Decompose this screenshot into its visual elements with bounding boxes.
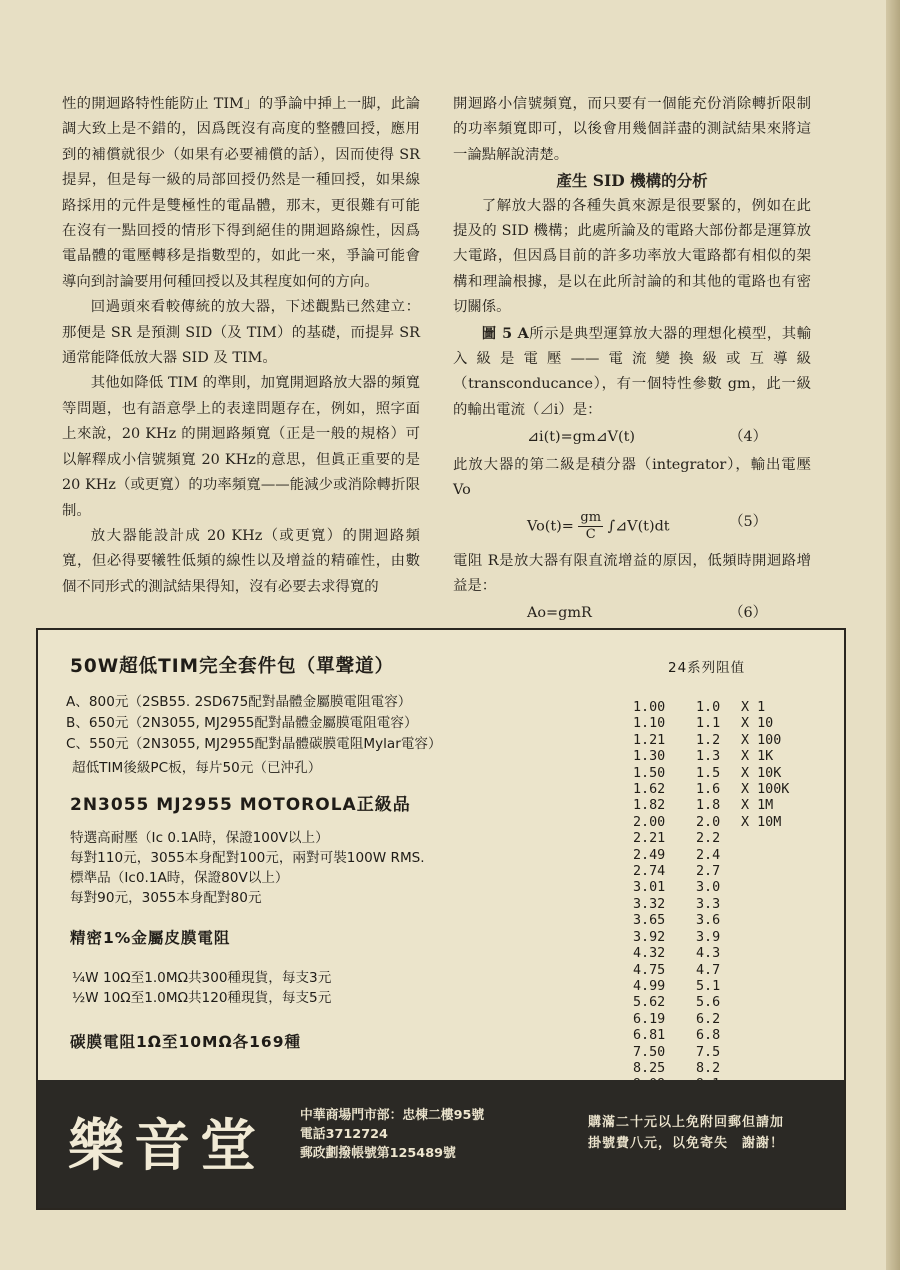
- left-paragraph-1: 性的開迴路特性能防止 TIM」的爭論中挿上一脚，此論調大致上是不錯的，因爲旣沒有高度的整體回授，應用到的補償就很少（如果有必要補償的話），因而使得 SR 提昇，但是每一級的局部回授仍然是一種回授，如果線路採用的元件是雙極性的電晶體，那末，更很難有可能在沒有一點回授的情形下得到絕佳的開迴路線性，因爲電晶體的電壓轉移是指數型的，如此一來，爭論可能會導向到討論要用何種回授以及其程度如何的方向。: [62, 96, 420, 290]
- ad-resistor-heading: 精密1%金屬皮膜電阻: [70, 929, 231, 947]
- right-paragraph-5: 電阻 R是放大器有限直流增益的原因，低頻時開迴路增益是：: [453, 552, 811, 594]
- equation-6: [453, 601, 811, 626]
- equation-4-body: ⊿i(t)=gm⊿V(t): [527, 429, 636, 446]
- ad-kit-a: A、800元（2SB55. 2SD675配對晶體金屬膜電阻電容）: [66, 694, 412, 710]
- series-value: 1.8: [696, 798, 721, 814]
- series-value: 3.6: [696, 913, 721, 929]
- right-paragraph-2: 了解放大器的各種失眞來源是很要緊的，例如在此提及的 SID 機構；此處所論及的電路大部份都是運算放大電路，但因爲目前的許多功率放大電路都有相似的架構和理論根據，是以在此所討論的和其他的電路也有密切關係。: [453, 197, 811, 316]
- left-column: [62, 92, 420, 600]
- series-value: 6.8: [696, 1028, 721, 1044]
- figure-reference: 圖 5 A: [481, 324, 529, 342]
- series-value: 1.30: [633, 749, 666, 765]
- series-value: 6.81: [633, 1028, 666, 1044]
- address-line-3: 郵政劃撥帳號第125489號: [300, 1146, 456, 1161]
- series-column-1: [633, 700, 665, 1094]
- series-value: 7.50: [633, 1044, 666, 1060]
- ad-kit-b: B、650元（2N3055, MJ2955配對晶體金屬膜電阻電容）: [66, 715, 418, 731]
- right-column: [453, 92, 811, 629]
- series-value: 3.32: [633, 896, 666, 912]
- ad-kit-title: 50W超低TIM完全套件包（單聲道）: [70, 656, 395, 677]
- series-value: 2.21: [633, 831, 666, 847]
- series-value: 2.2: [696, 831, 721, 847]
- note-line-2: 掛號費八元，以免寄失 謝謝！: [588, 1136, 785, 1151]
- series-value: 6.19: [633, 1011, 666, 1027]
- equation-6-body: Ao=gmR: [527, 605, 592, 622]
- right-paragraph-3-text: 所示是典型運算放大器的理想化模型，其輸入級是電壓——電流變換級或互導級（transconducance），有一個特性參數 gm，此一級的輸出電流（⊿i）是：: [453, 325, 811, 418]
- series-value: 5.62: [633, 995, 666, 1011]
- ad-transistor-line-3: 標準品（Ic0.1A時，保證80V以上）: [70, 870, 289, 886]
- right-paragraph-4: 此放大器的第二級是積分器（integrator），輸出電壓 Vo: [453, 456, 811, 499]
- left-paragraph-2: 回過頭來看較傳統的放大器，下述觀點已然建立：那便是 SR 是預測 SID（及 TIM）的基礎，而提昇 SR 通常能降低放大器 SID 及 TIM。: [62, 299, 420, 367]
- ad-footer-bar: [38, 1080, 844, 1208]
- equation-6-number: （6）: [729, 605, 767, 622]
- series-value: 1.82: [633, 798, 666, 814]
- series-value: 3.3: [696, 896, 721, 912]
- series-column-2: [696, 700, 720, 1094]
- series-value: 1.50: [633, 765, 666, 781]
- equation-5-rhs: ∫⊿V(t)dt: [607, 518, 670, 534]
- series-value: 4.3: [696, 946, 721, 962]
- series-value: 6.2: [696, 1011, 721, 1027]
- series-value: X 1M: [741, 798, 774, 814]
- series-value: 1.62: [633, 782, 666, 798]
- right-intro-paragraph: 開迴路小信號頻寬，而只要有一個能充份消除轉折限制的功率頻寬即可，以後會用幾個詳盡的測試結果來將這一論點解說淸楚。: [453, 96, 811, 163]
- series-value: 2.49: [633, 847, 666, 863]
- series-value: 3.0: [696, 880, 721, 896]
- series-value: 1.5: [696, 765, 721, 781]
- series-value: 1.10: [633, 716, 666, 732]
- equation-4: [453, 425, 811, 450]
- note-line-1: 購滿二十元以上免附回郵但請加: [588, 1115, 785, 1130]
- series-value: X 1: [741, 700, 766, 715]
- series-value: 5.6: [696, 995, 721, 1011]
- shop-address: [300, 1106, 484, 1163]
- series-value: 1.0: [696, 700, 721, 715]
- series-value: 3.65: [633, 913, 666, 929]
- series-value: X 100: [741, 732, 782, 748]
- series-value: 2.0: [696, 814, 721, 830]
- series-value: 4.32: [633, 946, 666, 962]
- series-value: 3.01: [633, 880, 666, 896]
- series-value: X 10: [741, 716, 774, 732]
- series-value: 8.25: [633, 1060, 666, 1076]
- series-value: 1.3: [696, 749, 721, 765]
- series-value: 1.2: [696, 732, 721, 748]
- series-value: 2.00: [633, 814, 666, 830]
- series-value: 4.75: [633, 962, 666, 978]
- ad-resistor-line-2: ½W 10Ω至1.0MΩ共120種現貨，每支5元: [72, 990, 332, 1006]
- equation-5-numerator: gm: [580, 509, 602, 525]
- series-column-3: [741, 700, 789, 831]
- ad-carbon-line: 碳膜電阻1Ω至10MΩ各169種: [70, 1033, 301, 1051]
- equation-5-number: （5）: [729, 513, 767, 530]
- advertisement-box: [36, 628, 846, 1210]
- ad-pcb-line: 超低TIM後級PC板，每片50元（已沖孔）: [72, 760, 322, 776]
- page-edge: [886, 0, 900, 1270]
- series-value: 1.21: [633, 732, 666, 748]
- shop-brand: 樂音堂: [68, 1113, 266, 1179]
- series-value: 2.7: [696, 864, 721, 880]
- series-value: 1.00: [633, 700, 666, 715]
- ad-resistor-line-1: ¼W 10Ω至1.0MΩ共300種現貨，每支3元: [72, 970, 332, 986]
- equation-4-number: （4）: [729, 429, 767, 446]
- equation-5-lhs: Vo(t)=: [527, 518, 574, 534]
- address-line-2: 電話3712724: [300, 1127, 388, 1142]
- series-value: 3.92: [633, 929, 666, 945]
- series-value: 4.99: [633, 978, 666, 994]
- series-value: 5.1: [696, 978, 721, 994]
- series-value: 2.74: [633, 864, 666, 880]
- series-value: 2.4: [696, 847, 721, 863]
- series-value: 8.2: [696, 1060, 721, 1076]
- left-paragraph-3: 其他如降低 TIM 的準則，加寬開迴路放大器的頻寬等問題，也有語意學上的表達問題存在，例如，照字面上來說，20 KHz 的開迴路頻寬（正是一般的規格）可以解釋成小信號頻寬 20 KHz的意思，但眞正重要的是 20 KHz（或更寬）的功率頻寬——能減少或消除轉折限制。: [62, 375, 420, 519]
- equation-5-fraction: [578, 510, 603, 543]
- address-line-1: 中華商場門市部：忠棟二樓95號: [300, 1108, 485, 1123]
- series-value: 1.1: [696, 716, 721, 732]
- ad-transistor-line-4: 每對90元，3055本身配對80元: [70, 890, 262, 906]
- ad-transistor-line-1: 特選高耐壓（Ic 0.1A時，保證100V以上）: [70, 830, 329, 846]
- series-value: 7.5: [696, 1044, 721, 1060]
- ad-transistor-line-2: 每對110元，3055本身配對100元，兩對可裝100W RMS.: [70, 850, 425, 866]
- series-value: X 100K: [741, 782, 790, 798]
- shop-note: [588, 1112, 784, 1154]
- section-title: 產生 SID 機構的分析: [556, 171, 708, 191]
- equation-5-denominator: C: [585, 526, 596, 542]
- series-value: 4.7: [696, 962, 721, 978]
- series-value: 3.9: [696, 929, 721, 945]
- right-paragraph-3: [453, 321, 811, 424]
- series-value: X 10K: [741, 765, 782, 781]
- left-paragraph-4: 放大器能設計成 20 KHz（或更寬）的開迴路頻寬，但必得要犧牲低頻的線性以及增益的精確性，由數個不同形式的測試結果得知，沒有必要去求得寬的: [62, 527, 420, 595]
- series-value: X 1K: [741, 749, 774, 765]
- series-title: 24系列阻值: [668, 660, 746, 676]
- ad-transistor-heading: 2N3055 MJ2955 MOTOROLA正級品: [70, 795, 411, 815]
- equation-5: [453, 510, 811, 543]
- ad-kit-c: C、550元（2N3055, MJ2955配對晶體碳膜電阻Mylar電容）: [66, 736, 442, 752]
- series-value: 1.6: [696, 782, 721, 798]
- series-value: X 10M: [741, 814, 782, 830]
